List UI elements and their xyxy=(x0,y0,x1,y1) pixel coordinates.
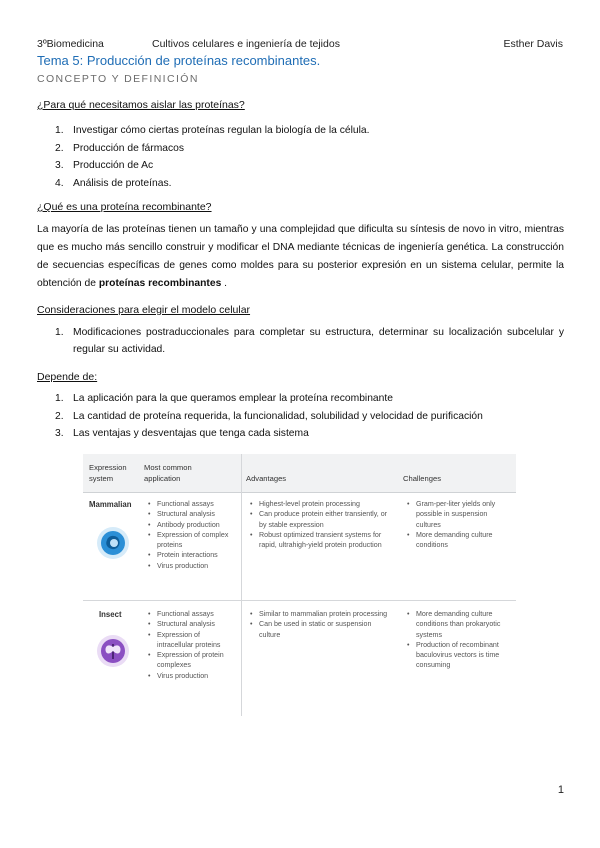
header-challenges: Challenges xyxy=(403,474,441,483)
question-heading-4: Depende de: xyxy=(37,371,98,383)
list-item: 2. La cantidad de proteína requerida, la funcionalidad, solubilidad y velocidad de purificación xyxy=(55,410,483,422)
list-depends xyxy=(55,390,483,443)
header-application: Most common application xyxy=(144,463,192,483)
mammalian-advantages: • Highest-level protein processing • Can produce protein either transiently, or by stable expression • Robust optimized transient systems for rapid, ultrahigh-yield protein production xyxy=(249,499,389,550)
expression-systems-table xyxy=(83,454,516,716)
list-purposes xyxy=(55,122,370,192)
page-number: 1 xyxy=(557,784,564,796)
mammalian-cell-icon xyxy=(96,526,130,560)
list-item: 1. La aplicación para la que queramos emplear la proteína recombinante xyxy=(55,393,393,404)
mammalian-applications: • Functional assays • Structural analysis • Antibody production • Expression of complex proteins • Protein interactions • Virus production xyxy=(147,499,237,571)
list-item: 1. Modificaciones postraduccionales para completar su estructura, determinar su localización subcelular y regular su actividad. xyxy=(55,327,564,355)
document-title xyxy=(37,53,320,68)
insect-moth-icon xyxy=(96,634,130,668)
list-item: 3. Las ventajas y desventajas que tenga cada sistema xyxy=(55,428,309,439)
question-heading-1: ¿Para qué necesitamos aislar las proteínas? xyxy=(37,99,245,111)
list-item: 4. Análisis de proteínas. xyxy=(55,177,172,189)
header-author: Esther Davis xyxy=(503,38,563,50)
insect-advantages: • Similar to mammalian protein processing • Can be used in static or suspension culture xyxy=(249,609,389,640)
list-item: 1. Investigar cómo ciertas proteínas regulan la biología de la célula. xyxy=(55,125,370,136)
row-name-insect: Insect xyxy=(99,610,122,619)
title-text: Tema 5: Producción de proteínas recombinantes xyxy=(37,53,317,68)
header-advantages: Advantages xyxy=(246,474,287,483)
header-subject: Cultivos celulares e ingeniería de tejidos xyxy=(152,38,340,50)
insect-applications: • Functional assays • Structural analysis • Expression of intracellular proteins • Expression of protein complexes • Virus production xyxy=(147,609,237,681)
title-dot: . xyxy=(316,53,321,68)
header-expression-system: Expression system xyxy=(89,463,127,483)
list-item: 3. Producción de Ac xyxy=(55,160,154,171)
row-name-mammalian: Mammalian xyxy=(89,500,132,509)
section-subtitle: CONCEPTO Y DEFINICIÓN xyxy=(37,73,199,85)
header-course: 3ºBiomedicina xyxy=(37,38,104,50)
question-heading-2: ¿Qué es una proteína recombinante? xyxy=(37,201,212,213)
definition-paragraph: La mayoría de las proteínas tienen un tamaño y una complejidad que dificulta su síntesis de novo in vitro, mientras que es mucho más sencillo construir y modificar el DNA mediante técnicas de ingeniería genética. La construcción de secuencias específicas de genes como moldes para su posterior expresión en un sistema celular, permite la obtención de proteínas recombinantes . xyxy=(37,224,564,289)
mammalian-challenges: • Gram-per-liter yields only possible in suspension cultures • More demanding culture conditions xyxy=(406,499,512,550)
insect-challenges: • More demanding culture conditions than prokaryotic systems • Production of recombinant baculovirus vectors is time consuming xyxy=(406,609,512,671)
question-heading-3: Consideraciones para elegir el modelo celular xyxy=(37,304,251,316)
list-item: 2. Producción de fármacos xyxy=(55,142,185,154)
bold-term: proteínas recombinantes xyxy=(98,278,222,289)
